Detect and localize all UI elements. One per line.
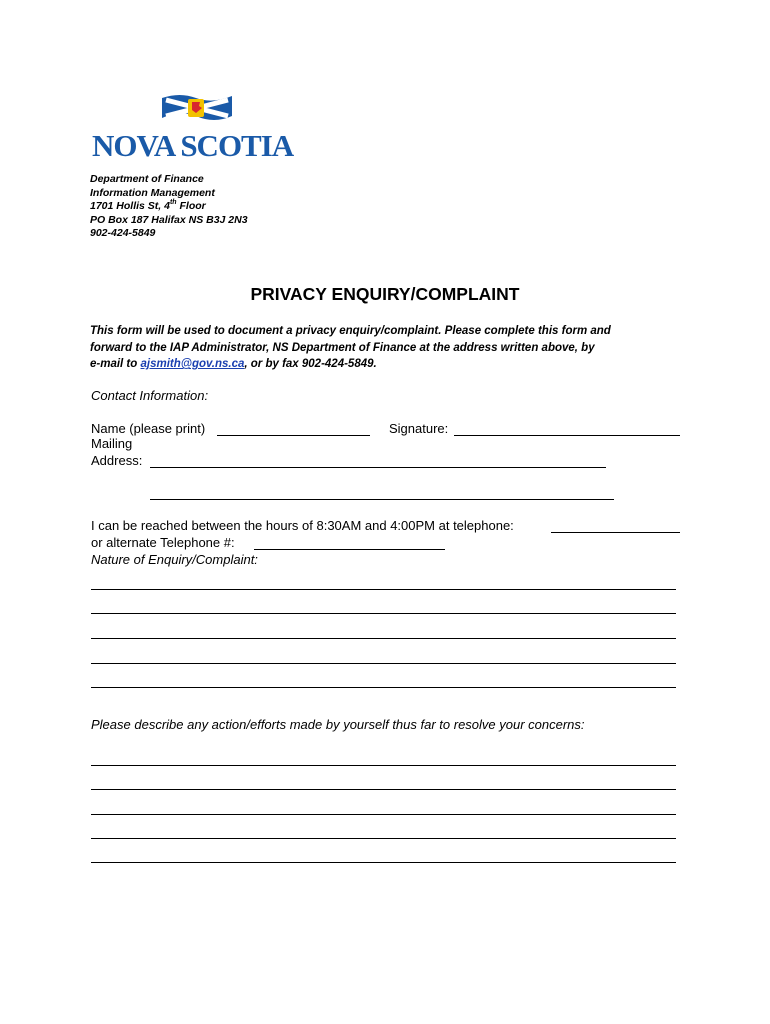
form-title: PRIVACY ENQUIRY/COMPLAINT [250, 284, 520, 304]
alt-telephone-field[interactable] [254, 549, 445, 550]
email-link[interactable]: ajsmith@gov.ns.ca [140, 358, 245, 370]
logo-wordmark: NOVA SCOTIA [92, 128, 294, 163]
intro-paragraph [90, 323, 690, 373]
mailing-address-field[interactable] [150, 467, 606, 468]
address-line: Information Management [90, 186, 215, 199]
intro-line: e-mail to ajsmith@gov.ns.ca, or by fax 902-424-5849. [90, 358, 377, 370]
actions-line[interactable] [91, 789, 676, 790]
nova-scotia-logo [90, 92, 322, 162]
address-phone: 902-424-5849 [90, 227, 156, 239]
hours-text: I can be reached between the hours of 8:30AM and 4:00PM at telephone: [91, 518, 514, 533]
department-address [90, 173, 248, 241]
flag-icon [162, 92, 232, 132]
address-line: PO Box 187 Halifax NS B3J 2N3 [90, 213, 248, 226]
nature-line[interactable] [91, 589, 676, 590]
actions-line[interactable] [91, 838, 676, 839]
contact-heading: Contact Information: [91, 388, 209, 403]
actions-line[interactable] [91, 862, 676, 863]
mailing-address-field-2[interactable] [150, 499, 614, 500]
telephone-field[interactable] [551, 532, 680, 533]
nature-line[interactable] [91, 638, 676, 639]
nature-line[interactable] [91, 663, 676, 664]
actions-line[interactable] [91, 814, 676, 815]
actions-line[interactable] [91, 765, 676, 766]
mailing-label: Mailing [91, 436, 133, 451]
nature-line[interactable] [91, 687, 676, 688]
intro-line: This form will be used to document a privacy enquiry/complaint. Please complete this form and [90, 325, 611, 337]
signature-field[interactable] [454, 435, 680, 436]
address-label: Address: [91, 453, 143, 468]
intro-line: forward to the IAP Administrator, NS Department of Finance at the address written above, by [90, 341, 595, 354]
name-label: Name (please print) [91, 421, 206, 436]
alt-phone-label: or alternate Telephone #: [91, 535, 235, 550]
signature-label: Signature: [389, 421, 449, 436]
name-field[interactable] [217, 435, 370, 436]
nature-line[interactable] [91, 613, 676, 614]
nature-heading: Nature of Enquiry/Complaint: [91, 552, 258, 567]
address-line: Department of Finance [90, 173, 204, 185]
address-line: 1701 Hollis St, 4th Floor [90, 198, 206, 212]
actions-heading: Please describe any action/efforts made by yourself thus far to resolve your concerns: [91, 717, 585, 732]
